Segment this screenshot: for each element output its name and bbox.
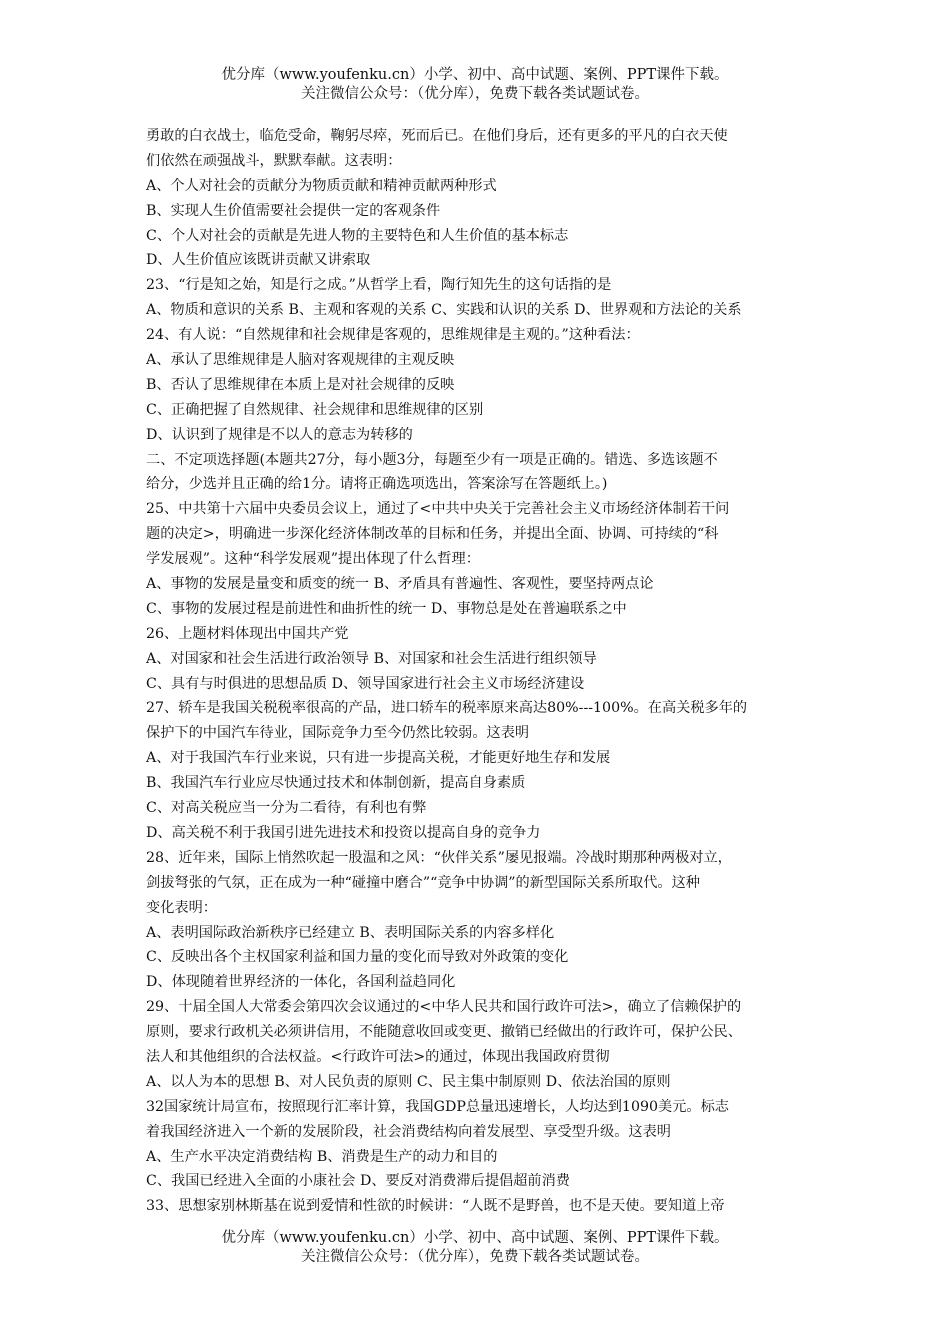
text-line: 二、不定项选择题(本题共27分，每小题3分，每题至少有一项是正确的。错选、多选该题不 [146,451,718,468]
text-line: C、正确把握了自然规律、社会规律和思维规律的区别 [146,401,484,418]
text-line: A、事物的发展是量变和质变的统一 B、矛盾具有普遍性、客观性，要坚持两点论 [146,576,654,593]
text-line: A、对于我国汽车行业来说，只有进一步提高关税，才能更好地生存和发展 [146,750,611,767]
text-line: A、个人对社会的贡献分为物质贡献和精神贡献两种形式 [146,177,497,194]
text-line: 着我国经济进入一个新的发展阶段，社会消费结构向着发展型、享受型升级。这表明 [146,1123,671,1140]
page-footer [0,1229,950,1267]
text-line: 们依然在顽强战斗，默默奉献。这表明： [146,152,402,169]
text-line: D、人生价值应该既讲贡献又讲索取 [146,252,371,269]
text-line: C、个人对社会的贡献是先进人物的主要特色和人生价值的基本标志 [146,227,569,244]
text-line: B、否认了思维规律在本质上是对社会规律的反映 [146,376,455,393]
text-line: A、承认了思维规律是人脑对客观规律的主观反映 [146,352,455,369]
text-line: A、对国家和社会生活进行政治领导 B、对国家和社会生活进行组织领导 [146,650,597,667]
text-line: 33、思想家别林斯基在说到爱情和性欲的时候讲：“人既不是野兽，也不是天使。要知道上帝 [146,1198,725,1215]
text-line: 给分，少选并且正确的给1分。请将正确选项选出，答案涂写在答题纸上。) [146,476,608,493]
text-line: B、实现人生价值需要社会提供一定的客观条件 [146,202,441,219]
text-line: 剑拔弩张的气氛，正在成为一种“碰撞中磨合”“竞争中协调”的新型国际关系所取代。这种 [146,874,700,891]
text-line: 26、上题材料体现出中国共产党 [146,625,349,642]
footer-line-2: 关注微信公众号：（优分库），免费下载各类试题试卷。 [301,1249,649,1265]
footer-line-1: 优分库（www.youfenku.cn）小学、初中、高中试题、案例、PPT课件下载。 [221,1230,729,1246]
text-line: 24、有人说：“自然规律和社会规律是客观的，思维规律是主观的。”这种看法： [146,327,640,344]
text-line: D、体现随着世界经济的一体化，各国利益趋同化 [146,974,456,991]
text-line: C、反映出各个主权国家利益和国力量的变化而导致对外政策的变化 [146,949,569,966]
text-line: B、我国汽车行业应尽快通过技术和体制创新，提高自身素质 [146,775,526,792]
text-line: A、生产水平决定消费结构 B、消费是生产的动力和目的 [146,1148,498,1165]
text-line: D、高关税不利于我国引进先进技术和投资以提高自身的竞争力 [146,824,541,841]
text-line: C、对高关税应当一分为二看待，有利也有弊 [146,800,427,817]
text-line: 题的决定>，明确进一步深化经济体制改革的目标和任务，并提出全面、协调、可持续的“科 [146,526,719,543]
document-body [146,124,814,1219]
text-line: C、我国已经进入全面的小康社会 D、要反对消费滞后提倡超前消费 [146,1173,570,1190]
text-line: 23、“行是知之始，知是行之成。”从哲学上看，陶行知先生的这句话指的是 [146,277,612,294]
text-line: C、具有与时俱进的思想品质 D、领导国家进行社会主义市场经济建设 [146,675,585,692]
text-line: 法人和其他组织的合法权益。<行政许可法>的通过，体现出我国政府贯彻 [146,1048,610,1065]
text-line: 学发展观”。这种“科学发展观”提出体现了什么哲理： [146,551,480,568]
text-line: 保护下的中国汽车待业，国际竞争力至今仍然比较弱。这表明 [146,725,530,742]
text-line: 32国家统计局宣布，按照现行汇率计算，我国GDP总量迅速增长，人均达到1090美元。标志 [146,1098,729,1115]
text-line: 变化表明： [146,899,217,916]
text-line: 勇敢的白衣战士，临危受命，鞠躬尽瘁，死而后已。在他们身后，还有更多的平凡的白衣天使 [146,128,728,144]
header-line-2: 关注微信公众号：（优分库），免费下载各类试题试卷。 [301,86,649,102]
text-line: D、认识到了规律是不以人的意志为转移的 [146,426,413,443]
text-line: 原则，要求行政机关必须讲信用，不能随意收回或变更、撤销已经做出的行政许可，保护公民、 [146,1024,742,1041]
text-line: 28、近年来，国际上悄然吹起一股温和之风：“伙伴关系”屡见报端。冷战时期那种两极对立， [146,849,732,866]
text-line: A、以人为本的思想 B、对人民负责的原则 C、民主集中制原则 D、依法治国的原则 [146,1073,671,1090]
text-line: C、事物的发展过程是前进性和曲折性的统一 D、事物总是处在普遍联系之中 [146,600,627,617]
text-line: A、表明国际政治新秩序已经建立 B、表明国际关系的内容多样化 [146,924,555,941]
page-header [0,66,950,104]
text-line: 29、十届全国人大常委会第四次会议通过的<中华人民共和国行政许可法>，确立了信赖保护的 [146,999,742,1016]
text-line: 25、中共第十六届中央委员会议上，通过了<中共中央关于完善社会主义市场经济体制若干问 [146,501,730,518]
text-line: A、物质和意识的关系 B、主观和客观的关系 C、实践和认识的关系 D、世界观和方法论的关系 [146,302,742,319]
text-line: 27、轿车是我国关税税率很高的产品，进口轿车的税率原来高达80%---100%。在高关税多年的 [146,700,748,717]
header-line-1: 优分库（www.youfenku.cn）小学、初中、高中试题、案例、PPT课件下载。 [221,67,729,83]
